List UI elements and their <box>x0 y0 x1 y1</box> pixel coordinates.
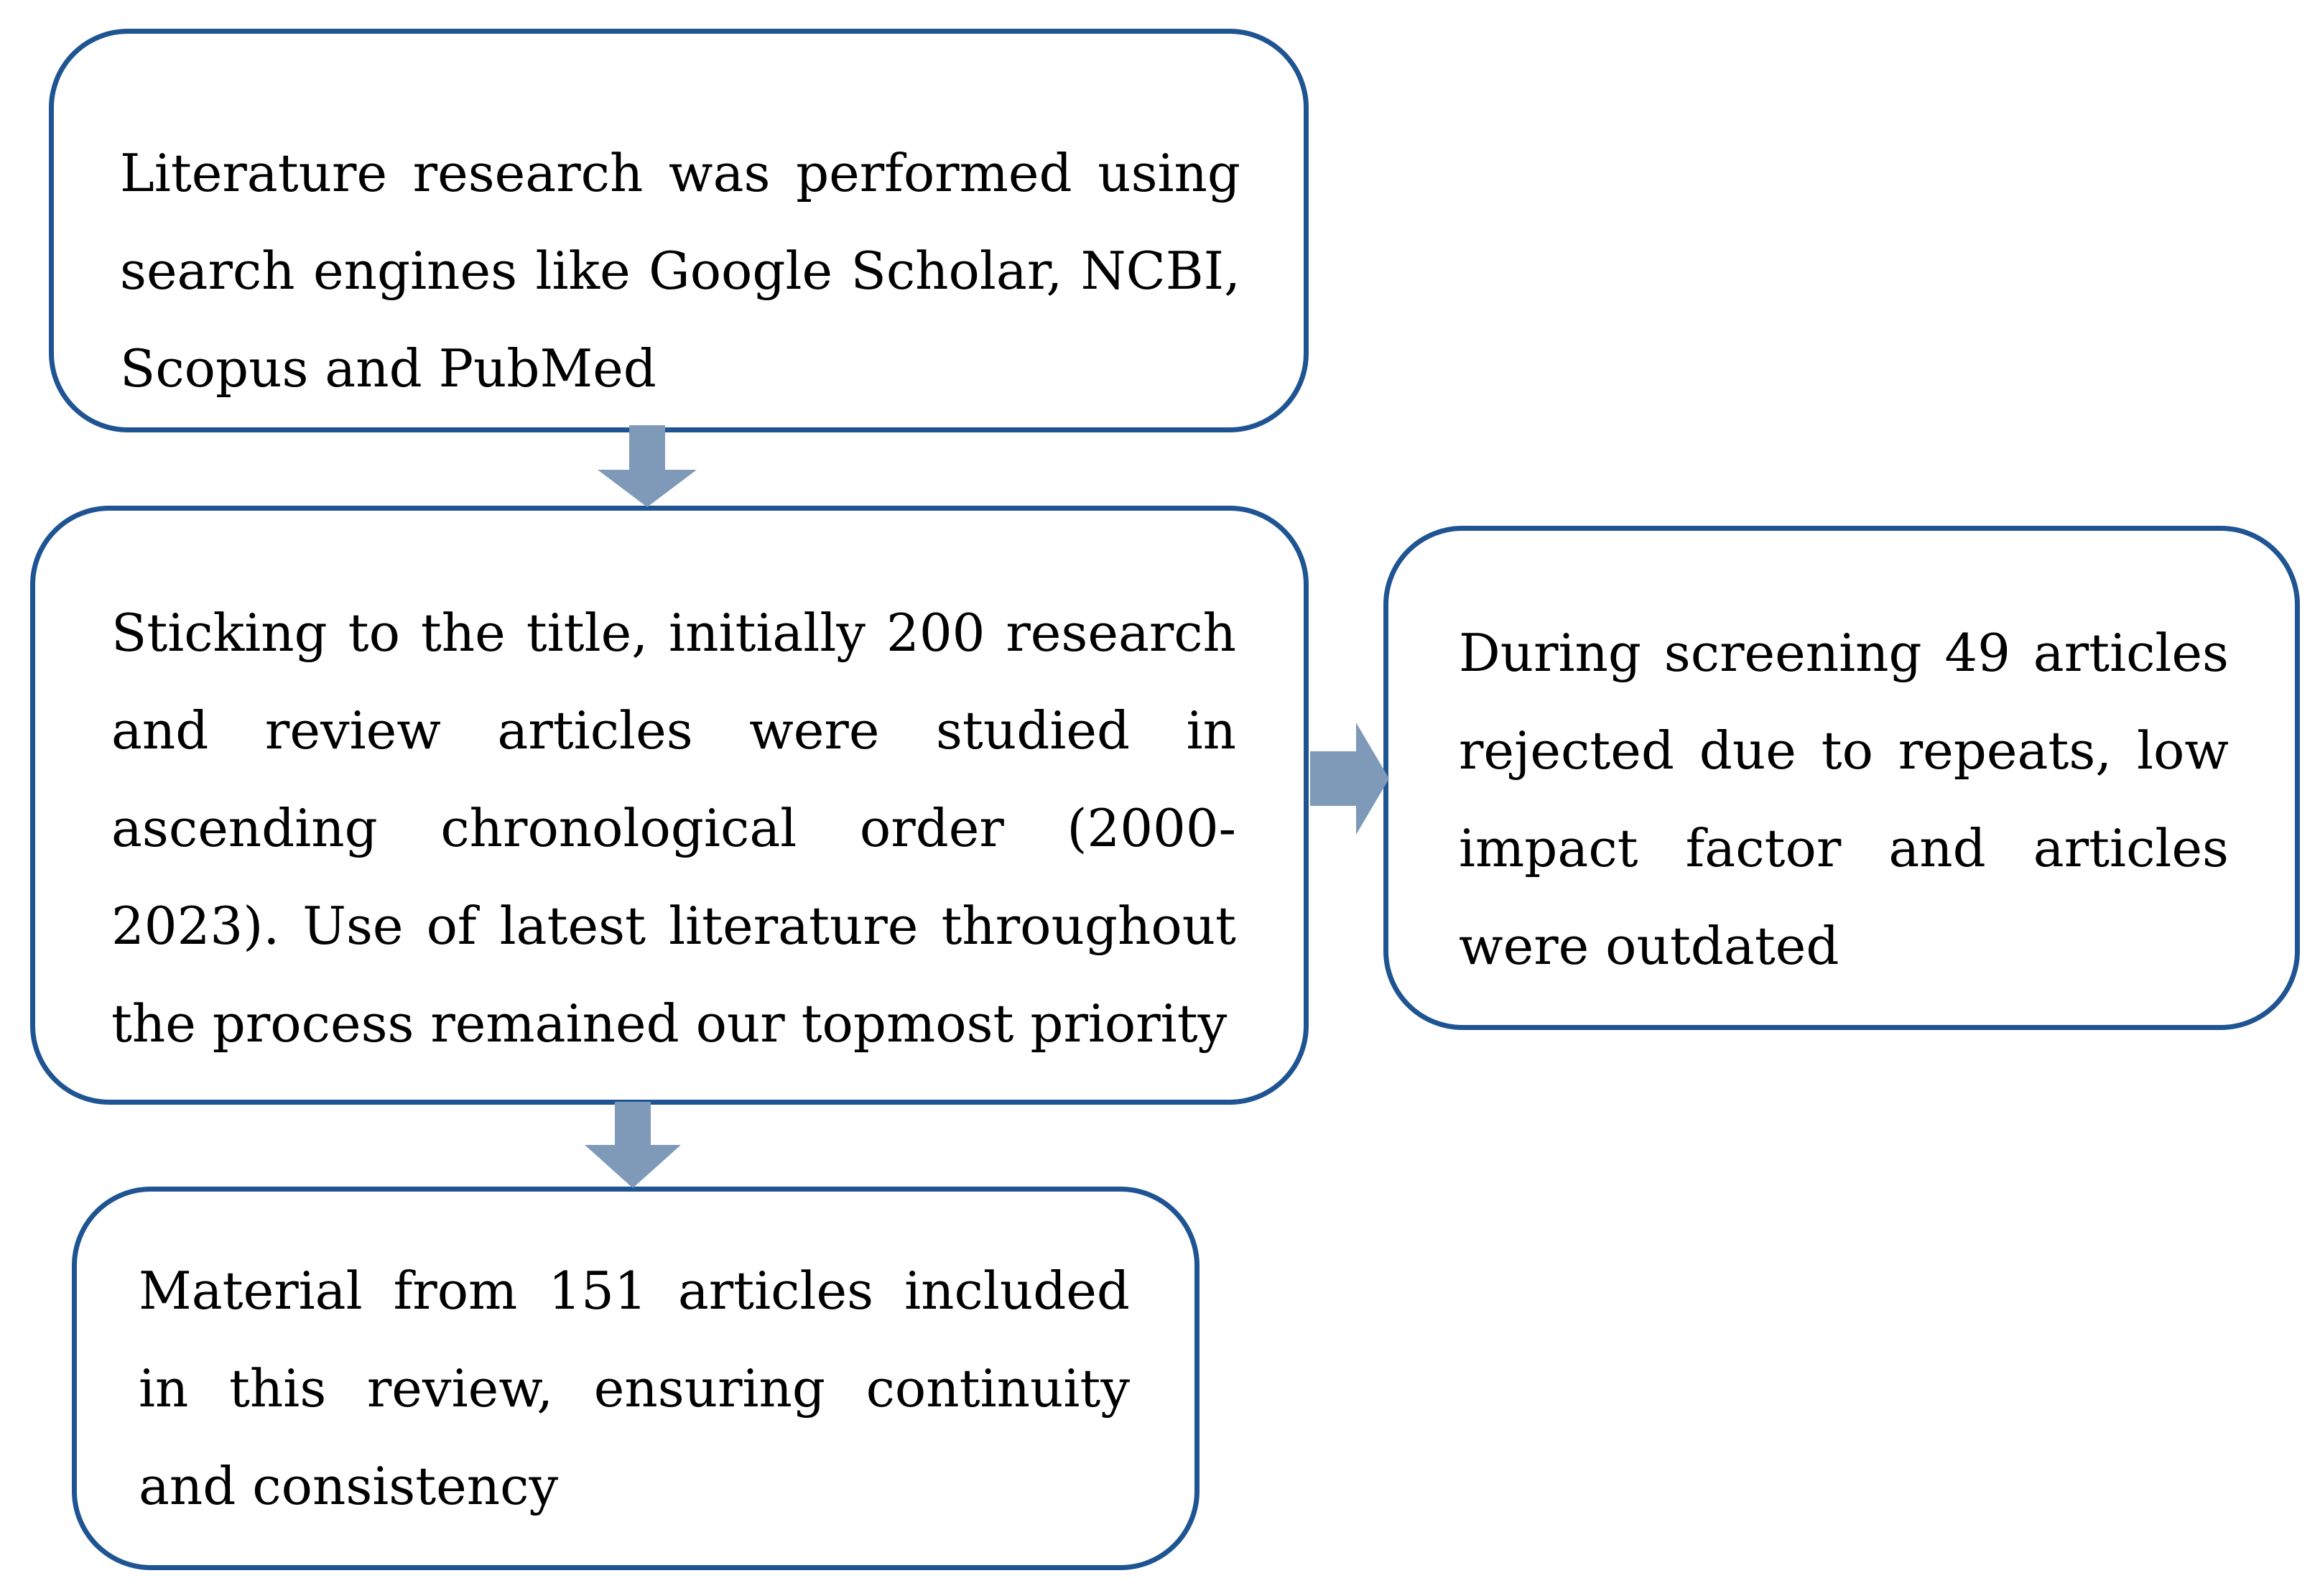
rejected-step-box <box>1383 526 2300 1030</box>
search-step-box <box>49 29 1309 432</box>
search-step-text: Literature research was performed using search engines like Google Scholar, NCBI, Scopus and PubMed <box>120 143 1240 399</box>
screening-step-text: Sticking to the title, initially 200 research and review articles were studied in ascending chronological order (2000-2023). Use of latest literature throughout the process remained our topmost priority <box>111 603 1236 1054</box>
included-step-text: Material from 151 articles included in this review, ensuring continuity and consistency <box>139 1261 1130 1516</box>
included-step-box <box>72 1187 1200 1570</box>
screening-step-box <box>30 506 1309 1105</box>
arrow-screening-to-rejected <box>1310 723 1389 835</box>
arrow-screening-to-included <box>585 1102 681 1188</box>
arrow-search-to-screening <box>598 425 697 507</box>
rejected-step-text: During screening 49 articles rejected due to repeats, low impact factor and articles were outdated <box>1459 623 2229 976</box>
